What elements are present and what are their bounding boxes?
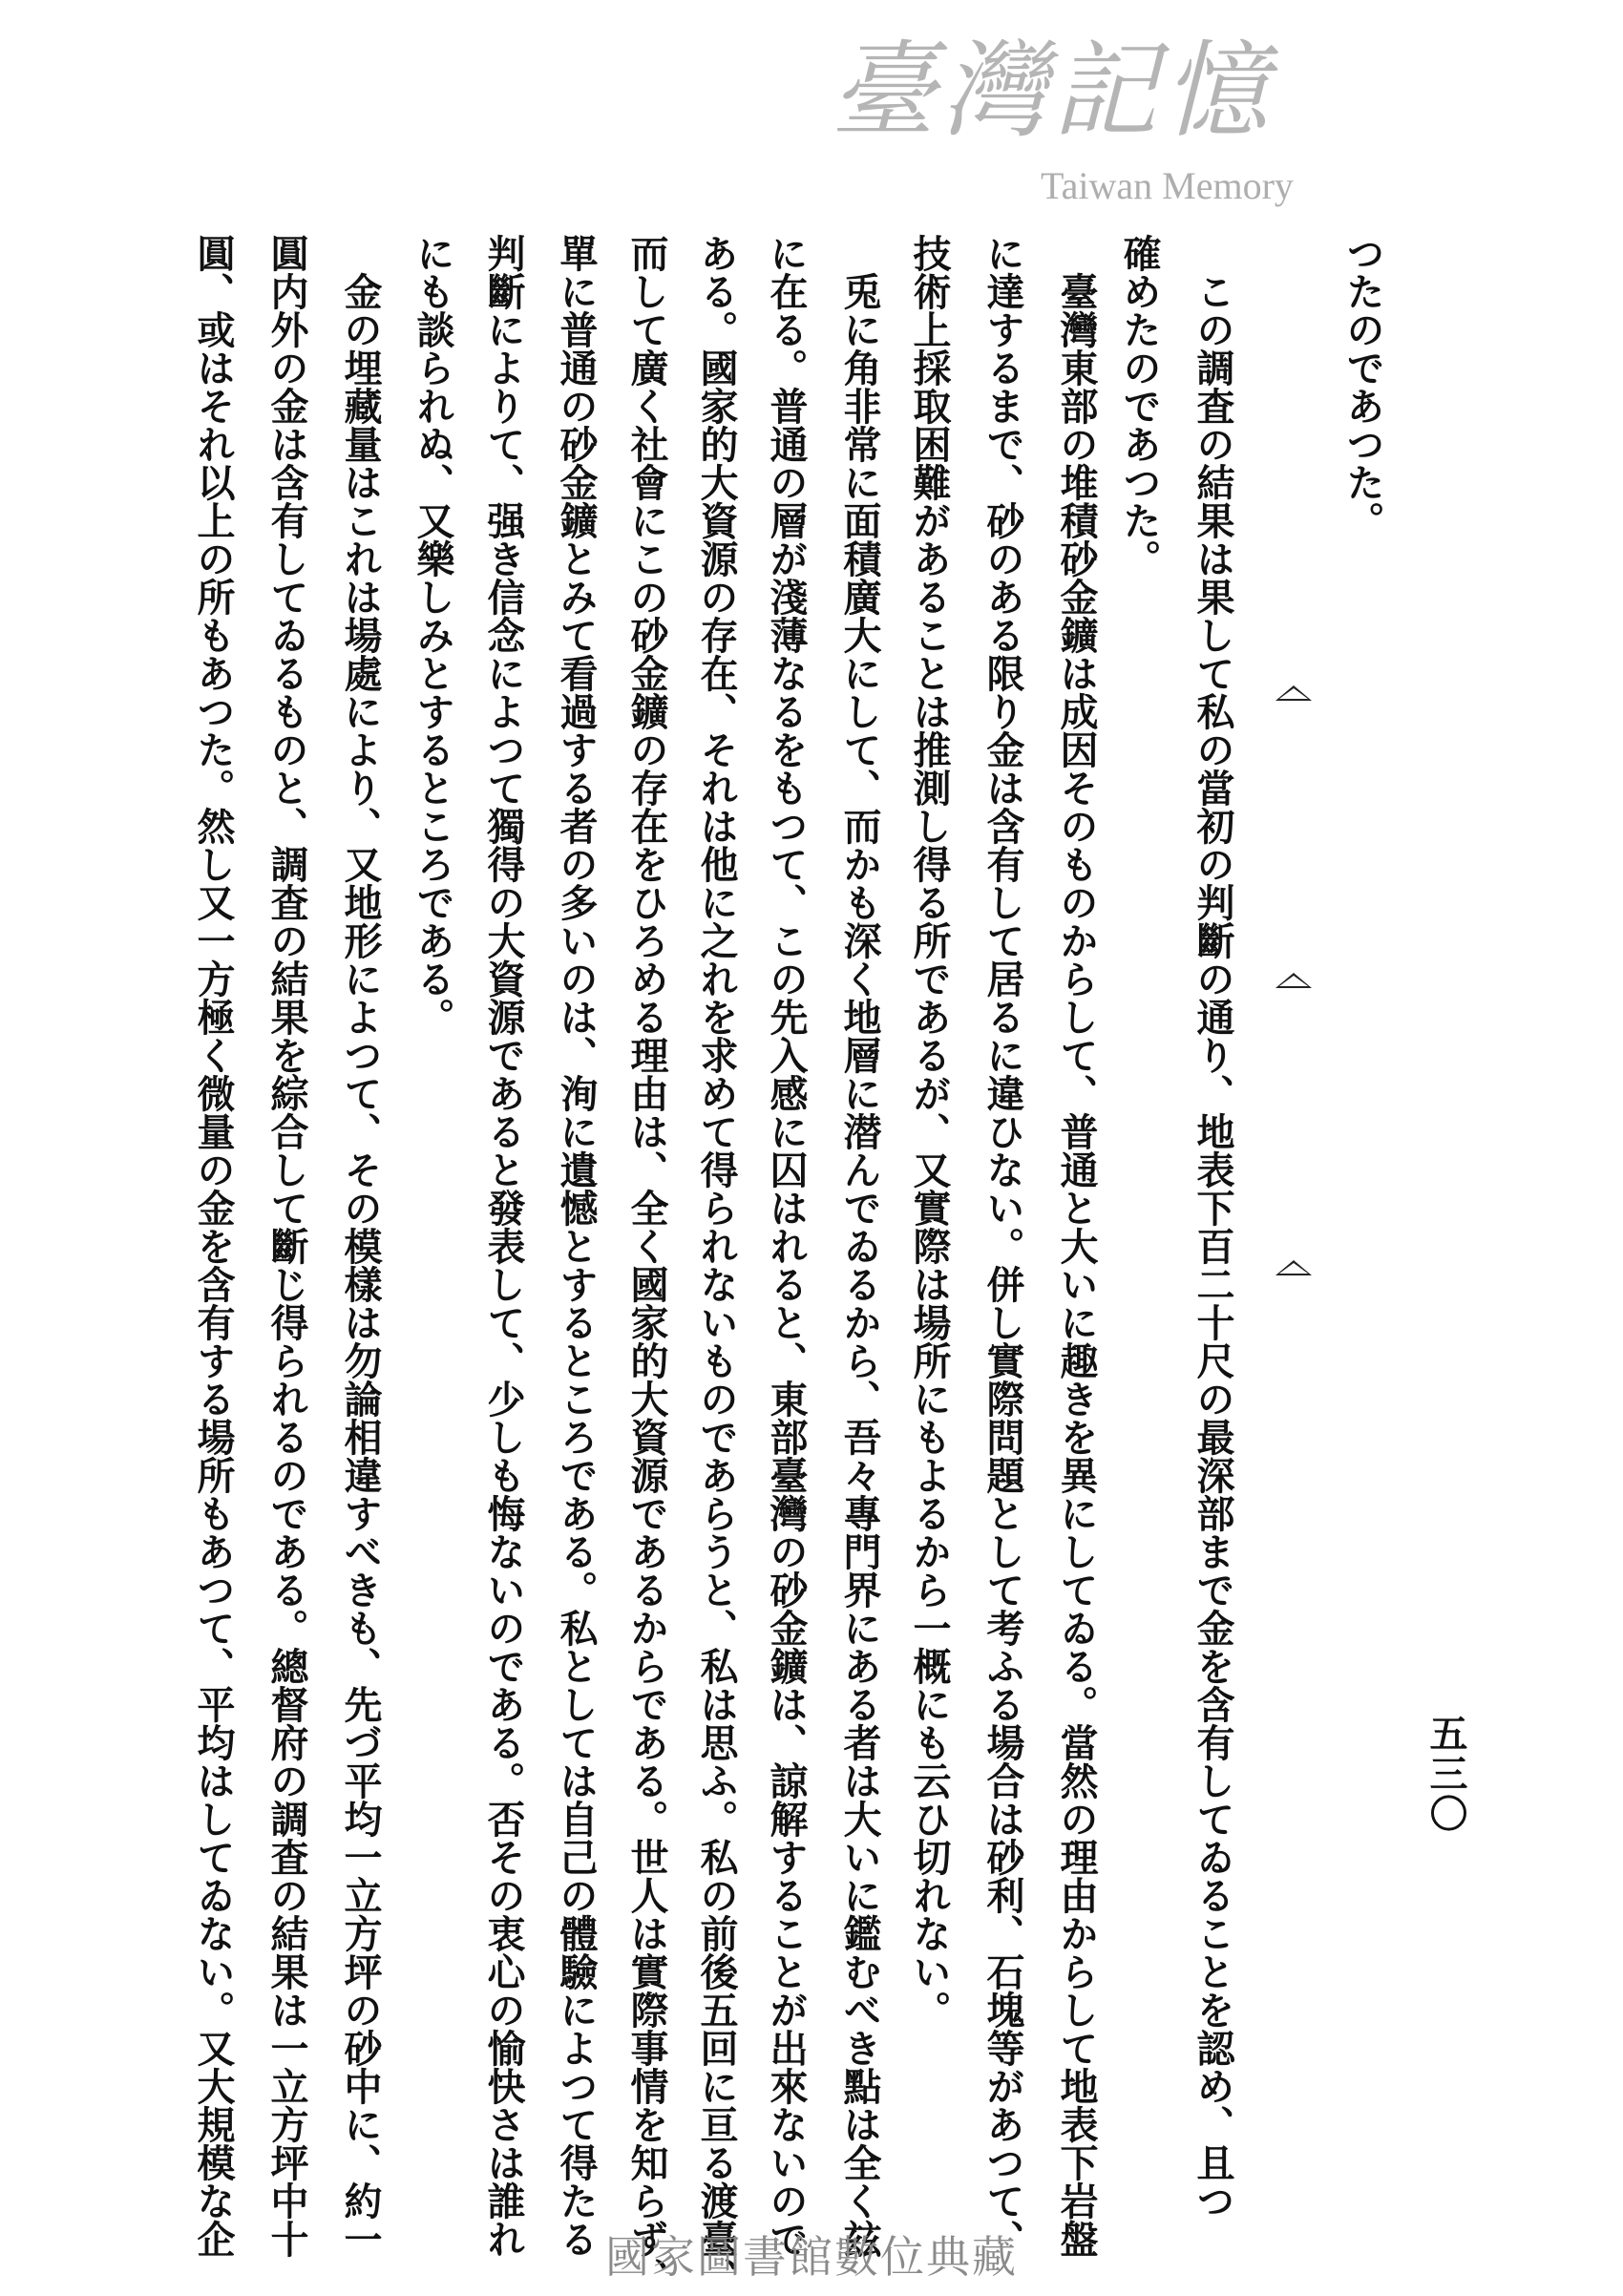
text-column: 金の埋藏量はこれは場處により、又地形によつて、その模樣は勿論相違すべきも、先づ平均一立方坪の砂中に、約一 <box>338 272 383 2258</box>
watermark-subtitle: Taiwan Memory <box>1041 164 1294 207</box>
text-column: 技術上採取困難があることは推測し得る所であるが、又實際は場所にもよるから一概にも云ひ切れない。 <box>907 234 952 2029</box>
text-column: 圓内外の金は含有してゐるものと、調査の結果を綜合して斷じ得られるのである。總督府の調査の結果は一立方坪中十 <box>264 234 309 2258</box>
text-column: 臺灣東部の堆積砂金鑛は成因そのものからして、普通と大いに趣きを異にしてゐる。當然の理由からして地表下岩盤 <box>1054 272 1099 2258</box>
section-break-triangle-icon <box>1275 685 1312 701</box>
section-break-triangle-icon <box>1275 1260 1312 1275</box>
text-column: に達するまで、砂のある限り金は含有して居るに違ひない。併し實際問題として考ふる場合は砂利、石塊等があつて、 <box>980 234 1025 2258</box>
text-column: つたのであつた。 <box>1340 234 1385 539</box>
text-column: ある。國家的大資源の存在、それは他に之れを求めて得られないものであらうと、私は思ふ。私の前後五回に亘る渡臺、 <box>694 234 739 2296</box>
page-number: 五三〇 <box>1423 1714 1468 1834</box>
text-column: 判斷によりて、强き信念によつて獨得の大資源であると發表して、少しも悔ないのである。否その衷心の愉快さは誰れ <box>481 234 526 2258</box>
text-column: にも談られぬ、又樂しみとするところである。 <box>411 234 455 1036</box>
section-break-triangle-icon <box>1275 973 1312 988</box>
text-column: 圓、或はそれ以上の所もあつた。然し又一方極く微量の金を含有する場所もあつて、平均はしてゐない。又大規模な企 <box>191 234 236 2258</box>
footer-collection-label: 國家圖書館數位典藏 <box>605 2231 1018 2283</box>
text-column: 兎に角非常に面積廣大にして、而かも深く地層に潜んでゐるから、吾々專門界にある者は大いに鑑むべき點は全く玆 <box>837 272 882 2258</box>
watermark-logo: 臺灣記憶 <box>831 30 1274 152</box>
text-column: 確めたのであつた。 <box>1117 234 1162 578</box>
text-column: 單に普通の砂金鑛とみて看過する者の多いのは、洵に遺憾とするところである。私としては自己の體驗によつて得たる <box>554 234 599 2258</box>
text-column: この調査の結果は果して私の當初の判斷の通り、地表下百二十尺の最深部まで金を含有してゐることを認め、且つ <box>1191 272 1235 2220</box>
text-column: 而して廣く社會にこの砂金鑛の存在をひろめる理由は、全く國家的大資源であるからである。世人は實際事情を知らず、 <box>624 234 669 2296</box>
text-column: に在る。普通の層が淺薄なるをもつて、この先入感に囚はれると、東部臺灣の砂金鑛は、諒解することが出來ないので <box>764 234 809 2258</box>
